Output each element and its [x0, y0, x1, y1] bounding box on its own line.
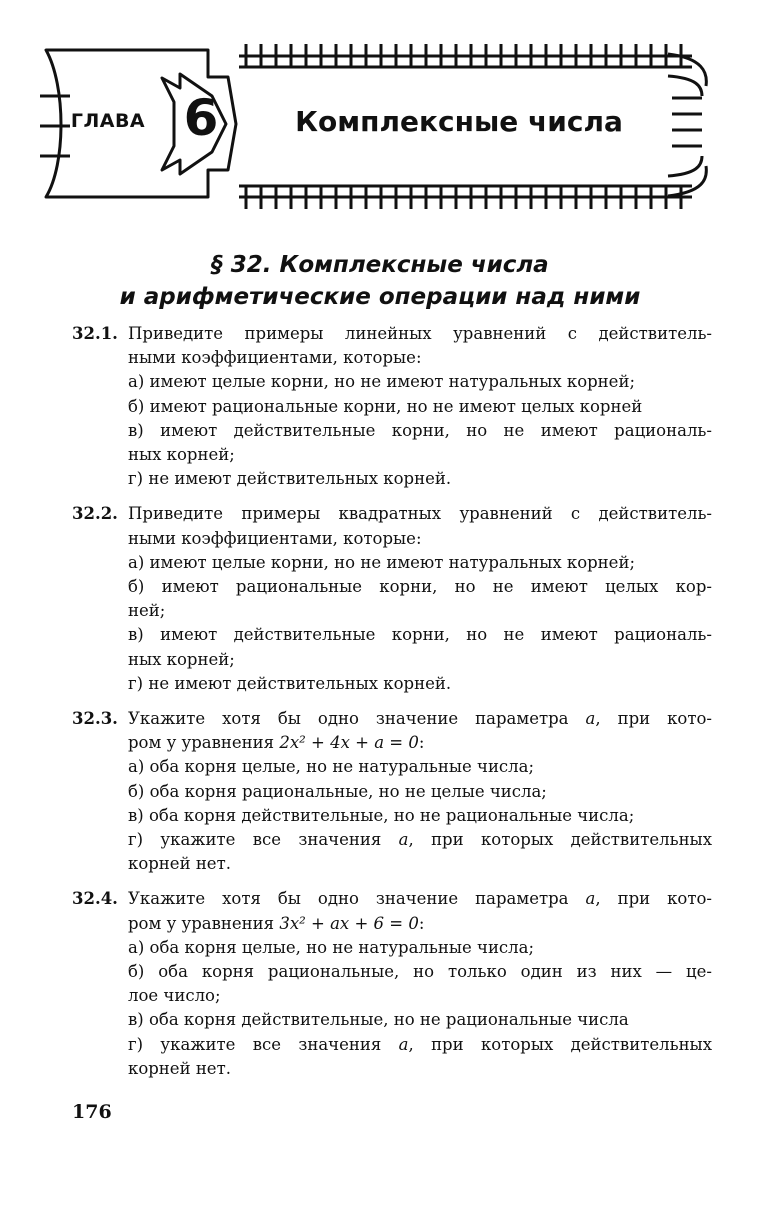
exercise-line: а) имеют целые корни, но не имеют натуральных корней;	[128, 552, 636, 572]
chapter-title: Комплексные числа	[295, 105, 623, 138]
exercise-line: ных корней;	[128, 649, 235, 669]
exercise-option-b: б) оба корня рациональные, но не целые числа;	[128, 781, 547, 801]
exercise-number: 32.3.	[72, 709, 118, 729]
exercise-line: ром у уравнения 2x² + 4x + a = 0:	[128, 733, 425, 753]
exercise-line: в) имеют действительные корни, но не имеют рациональ-	[128, 625, 712, 645]
exercise-line: в) имеют действительные корни, но не имеют рациональ-	[128, 420, 712, 440]
exercise-option-d: г) укажите все значения a, при которых действительных	[128, 830, 712, 850]
exercise-line: ром у уравнения 3x² + ax + 6 = 0:	[128, 913, 425, 933]
exercise-line: Укажите хотя бы одно значение параметра a, при кото-	[128, 709, 712, 729]
exercise-line: Приведите примеры квадратных уравнений с действитель-	[128, 504, 712, 524]
exercise-32-3	[72, 707, 712, 876]
chapter-number: 6	[183, 89, 219, 147]
chapter-banner	[40, 36, 710, 216]
exercise-option-b: б) оба корня рациональные, но только один из них — це-	[128, 962, 712, 982]
exercise-line: ней;	[128, 601, 166, 621]
exercise-line: б) имеют рациональные корни, но не имеют целых кор-	[128, 577, 712, 597]
exercise-line: г) не имеют действительных корней.	[128, 469, 452, 489]
exercise-option-a: а) оба корня целые, но не натуральные числа;	[128, 937, 535, 957]
exercise-32-1	[72, 322, 712, 491]
exercise-option-d: г) укажите все значения a, при которых действительных	[128, 1034, 712, 1054]
exercise-line: ных корней;	[128, 445, 235, 465]
exercise-line: б) имеют рациональные корни, но не имеют целых корней	[128, 396, 643, 416]
section-heading-line1: § 32. Комплексные числа	[211, 252, 549, 278]
exercise-line: лое число;	[128, 986, 221, 1006]
exercise-line: Приведите примеры линейных уравнений с действитель-	[128, 324, 712, 343]
chapter-label: ГЛАВА	[70, 110, 146, 132]
exercise-option-c: в) оба корня действительные, но не рациональные числа;	[128, 805, 635, 825]
exercise-list	[72, 322, 712, 1092]
page-number: 176	[72, 1101, 112, 1123]
exercise-line: ными коэффициентами, которые:	[128, 348, 422, 368]
section-heading-line2: и арифметические операции над ними	[119, 284, 641, 310]
exercise-option-c: в) оба корня действительные, но не рациональные числа	[128, 1010, 629, 1030]
exercise-number: 32.1.	[72, 324, 118, 343]
exercise-line: корней нет.	[128, 1058, 231, 1078]
equation: 3x² + ax + 6 = 0	[279, 913, 419, 933]
exercise-line: г) не имеют действительных корней.	[128, 673, 452, 693]
exercise-number: 32.2.	[72, 504, 118, 524]
exercise-line: Укажите хотя бы одно значение параметра a, при кото-	[128, 889, 712, 909]
exercise-32-2	[72, 502, 712, 696]
exercise-line: а) имеют целые корни, но не имеют натуральных корней;	[128, 372, 636, 392]
exercise-number: 32.4.	[72, 889, 118, 909]
exercise-line: ными коэффициентами, которые:	[128, 528, 422, 548]
exercise-line: корней нет.	[128, 854, 231, 874]
exercise-option-a: а) оба корня целые, но не натуральные числа;	[128, 757, 535, 777]
equation: 2x² + 4x + a = 0	[279, 733, 419, 753]
exercise-32-4	[72, 887, 712, 1081]
